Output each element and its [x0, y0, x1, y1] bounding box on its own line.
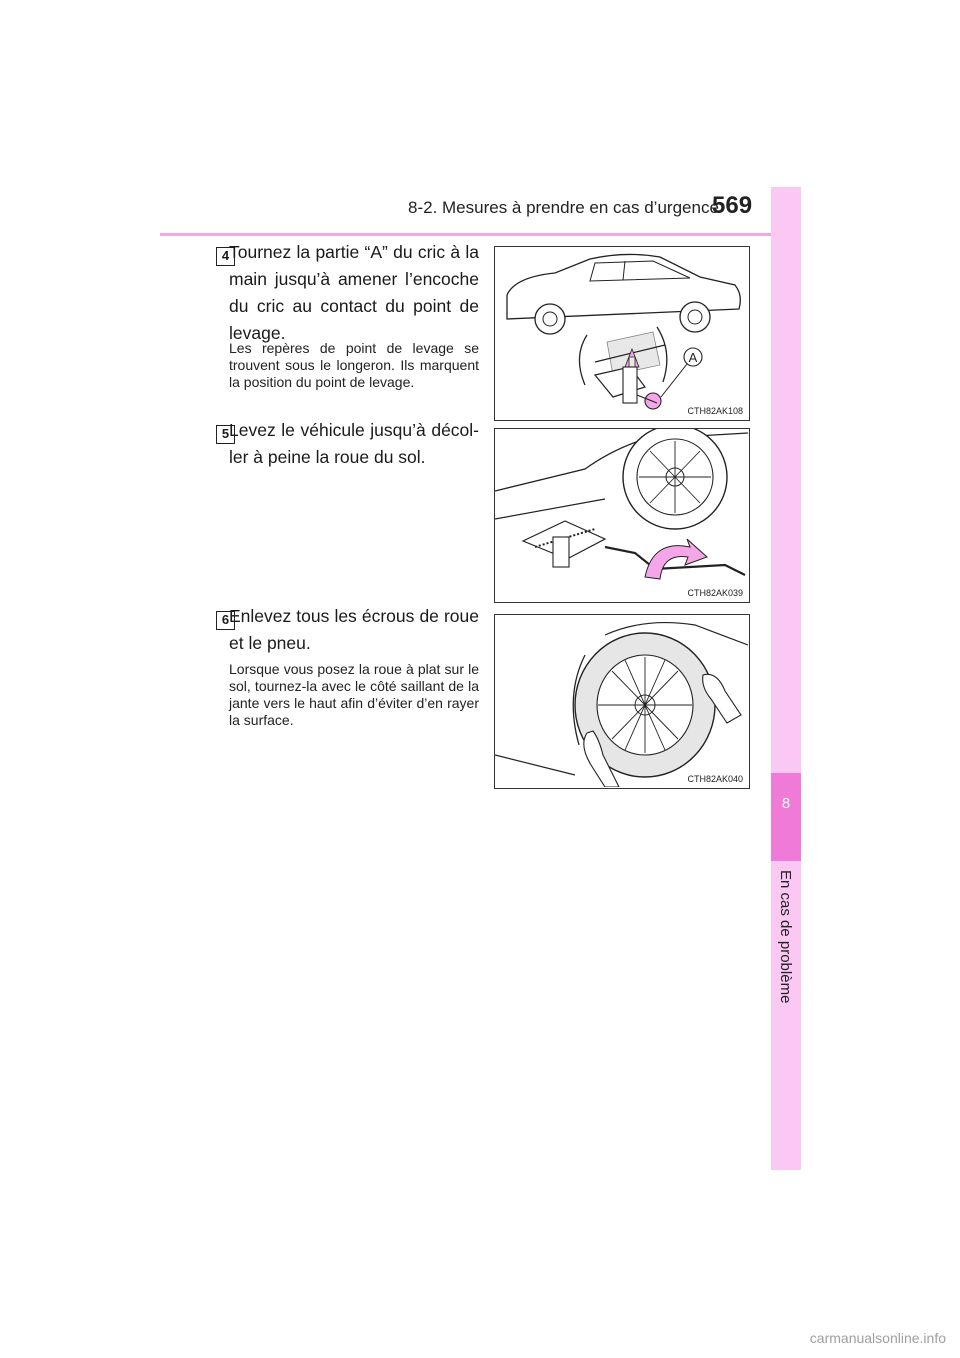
chapter-label: En cas de problème [777, 870, 794, 1004]
car-jack-illustration [495, 247, 748, 419]
step-5-badge: 5 [216, 425, 235, 444]
step-6-badge: 6 [216, 611, 235, 630]
figure-jack-lift-point [494, 246, 750, 421]
figure-remove-tire [494, 614, 750, 789]
chapter-tab-highlight [771, 773, 801, 861]
step-4-badge: 4 [216, 247, 235, 266]
header-divider [160, 233, 800, 236]
figure-raise-vehicle [494, 428, 750, 603]
figure-code: CTH82AK108 [687, 406, 743, 416]
watermark: carmanualsonline.info [809, 1330, 946, 1346]
step-4-title: Tournez la partie “A” du cric à la main jusqu’à amener l’encoche du cric au contact du point de levage. [229, 242, 479, 343]
remove-tire-illustration [495, 615, 748, 787]
step-5-title: Levez le véhicule jusqu’à décol-ler à peine la roue du sol. [229, 420, 479, 467]
raise-vehicle-illustration [495, 429, 748, 601]
step-6-note: Lorsque vous posez la roue à plat sur le sol, tournez-la avec le côté saillant de la jante vers le haut afin d’éviter d’en rayer la surface. [229, 661, 479, 728]
callout-a-label: A [688, 350, 698, 365]
page-number: 569 [712, 192, 753, 219]
step-6-title: Enlevez tous les écrous de roue et le pneu. [229, 606, 479, 653]
chapter-tab-strip [771, 187, 801, 1170]
section-title: 8-2. Mesures à prendre en cas d’urgence [408, 198, 719, 217]
step-4-note: Les repères de point de levage se trouvent sous le longeron. Ils marquent la position du point de levage. [229, 340, 479, 390]
figure-code: CTH82AK040 [687, 774, 743, 784]
chapter-number: 8 [781, 795, 791, 812]
figure-code: CTH82AK039 [687, 588, 743, 598]
